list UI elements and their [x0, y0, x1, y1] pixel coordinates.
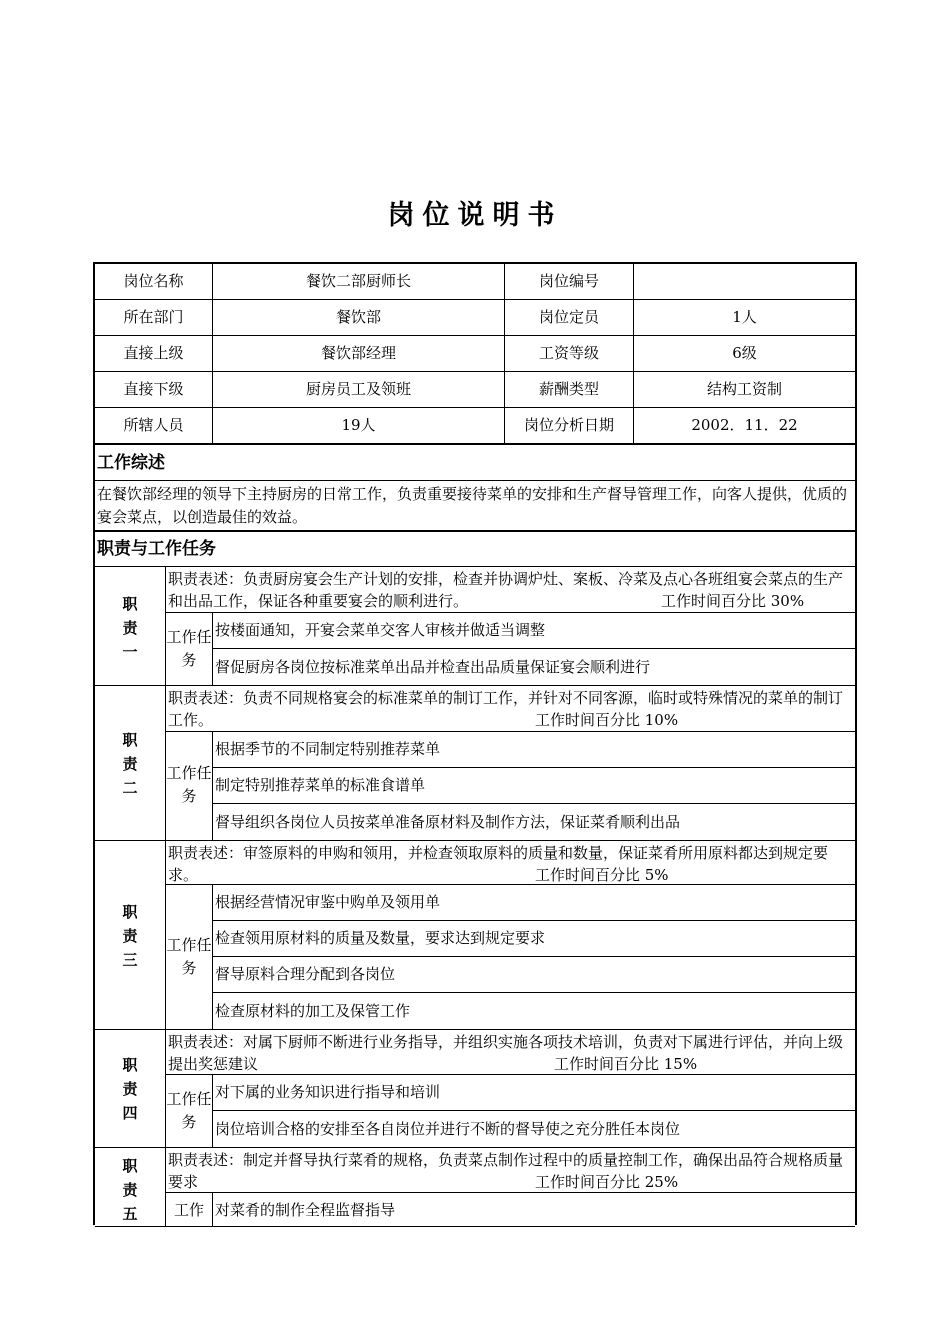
value-pay-type: 结构工资制: [706, 380, 782, 398]
duty-1-task-label: 工作任务: [166, 628, 212, 669]
duty-2-desc-text: 职责表述：负责不同规格宴会的标准菜单的制订工作，并针对不同客源，临时或特殊情况的菜单的制订工作。: [168, 689, 844, 729]
label-pay-type: 薪酬类型: [538, 380, 599, 398]
duty-4-task-1: 对下属的业务知识进行指导和培训: [215, 1083, 441, 1101]
duty-5-pct: 工作时间百分比 25%: [535, 1173, 679, 1191]
duty-1-task-2: 督促厨房各岗位按标准菜单出品并检查出品质量保证宴会顺利进行: [215, 657, 651, 676]
duty-5-label: 职责五: [122, 1157, 138, 1223]
duty-3-task-label: 工作任务: [166, 936, 212, 977]
duty-4-task-2: 岗位培训合格的安排至各自岗位并进行不断的督导使之充分胜任本岗位: [215, 1119, 681, 1138]
duties-heading: 职责与工作任务: [97, 538, 216, 559]
duty-4-desc: [166, 1030, 855, 1074]
label-department: 所在部门: [123, 308, 184, 326]
value-department: 餐饮部: [335, 308, 381, 326]
label-position-code: 岗位编号: [538, 272, 599, 290]
value-supervisor: 餐饮部经理: [320, 344, 396, 362]
duty-3-task-3: 督导原料合理分配到各岗位: [215, 965, 396, 983]
duty-4-task-label: 工作任务: [166, 1090, 212, 1131]
duty-1-desc: [166, 567, 855, 612]
label-subordinates: 直接下级: [123, 380, 184, 398]
label-position-name: 岗位名称: [123, 272, 184, 290]
duty-3-label: 职责三: [122, 903, 138, 969]
duty-1-label: 职责一: [122, 595, 138, 661]
label-analysis-date: 岗位分析日期: [523, 416, 614, 434]
duty-3-pct: 工作时间百分比 5%: [535, 866, 669, 884]
value-position-name: 餐饮二部厨师长: [305, 272, 411, 290]
duty-2-task-1: 根据季节的不同制定特别推荐菜单: [215, 740, 441, 758]
duty-2-desc: [166, 686, 855, 731]
duty-2-task-3: 督导组织各岗位人员按菜单准备原材料及制作方法，保证菜肴顺利出品: [215, 812, 681, 831]
duty-5-desc: [166, 1148, 855, 1192]
value-subordinates: 厨房员工及领班: [305, 380, 411, 398]
duty-1-desc-text: 职责表述：负责厨房宴会生产计划的安排，检查并协调炉灶、案板、冷菜及点心各班组宴会菜点的生产和出品工作，保证各种重要宴会的顺利进行。: [168, 570, 844, 610]
summary-text: 在餐饮部经理的领导下主持厨房的日常工作，负责重要接待菜单的安排和生产督导管理工作，向客人提供，优质的宴会菜点，以创造最佳的效益。: [97, 485, 848, 526]
summary-heading: 工作综述: [97, 452, 165, 473]
value-salary-grade: 6级: [732, 344, 757, 362]
value-position-code: [634, 264, 855, 299]
duty-3-desc-text: 职责表述：审签原料的申购和领用，并检查领取原料的质量和数量，保证菜肴所用原料都达到规定要求。: [168, 844, 829, 884]
label-salary-grade: 工资等级: [538, 344, 599, 362]
duty-4-desc-text: 职责表述：对属下厨师不断进行业务指导，并组织实施各项技术培训，负责对下属进行评估，并向上级提出奖惩建议: [168, 1033, 844, 1073]
label-headcount: 岗位定员: [538, 308, 599, 326]
job-description-table: [93, 262, 857, 1225]
duty-2-task-2: 制定特别推荐菜单的标准食谱单: [215, 776, 426, 794]
duty-3-desc: [166, 841, 855, 884]
duty-3-task-2: 检查领用原材料的质量及数量，要求达到规定要求: [215, 929, 546, 947]
page-title: 岗位说明书: [387, 200, 563, 231]
duty-5-task-1: 对菜肴的制作全程监督指导: [215, 1200, 396, 1219]
label-supervisor: 直接上级: [123, 344, 184, 362]
value-staff-count: 19人: [341, 416, 376, 434]
duty-2-label: 职责二: [122, 731, 138, 797]
duty-4-label: 职责四: [122, 1056, 138, 1122]
duty-1-pct: 工作时间百分比 30%: [661, 592, 805, 610]
duty-3-task-1: 根据经营情况审鉴中购单及领用单: [215, 893, 441, 911]
duty-5-desc-text: 职责表述：制定并督导执行菜肴的规格，负责菜点制作过程中的质量控制工作，确保出品符合规格质量要求: [168, 1151, 844, 1191]
duty-1-task-1: 按楼面通知，开宴会菜单交客人审核并做适当调整: [215, 621, 546, 639]
duty-4-pct: 工作时间百分比 15%: [554, 1055, 698, 1073]
duty-3-task-4: 检查原材料的加工及保管工作: [215, 1001, 411, 1020]
duty-2-pct: 工作时间百分比 10%: [535, 711, 679, 729]
value-analysis-date: 2002．11．22: [691, 416, 798, 434]
duty-5-task-label: 工作: [173, 1201, 204, 1219]
value-headcount: 1人: [732, 308, 757, 326]
label-staff-count: 所辖人员: [123, 416, 184, 434]
duty-2-task-label: 工作任务: [166, 764, 212, 805]
